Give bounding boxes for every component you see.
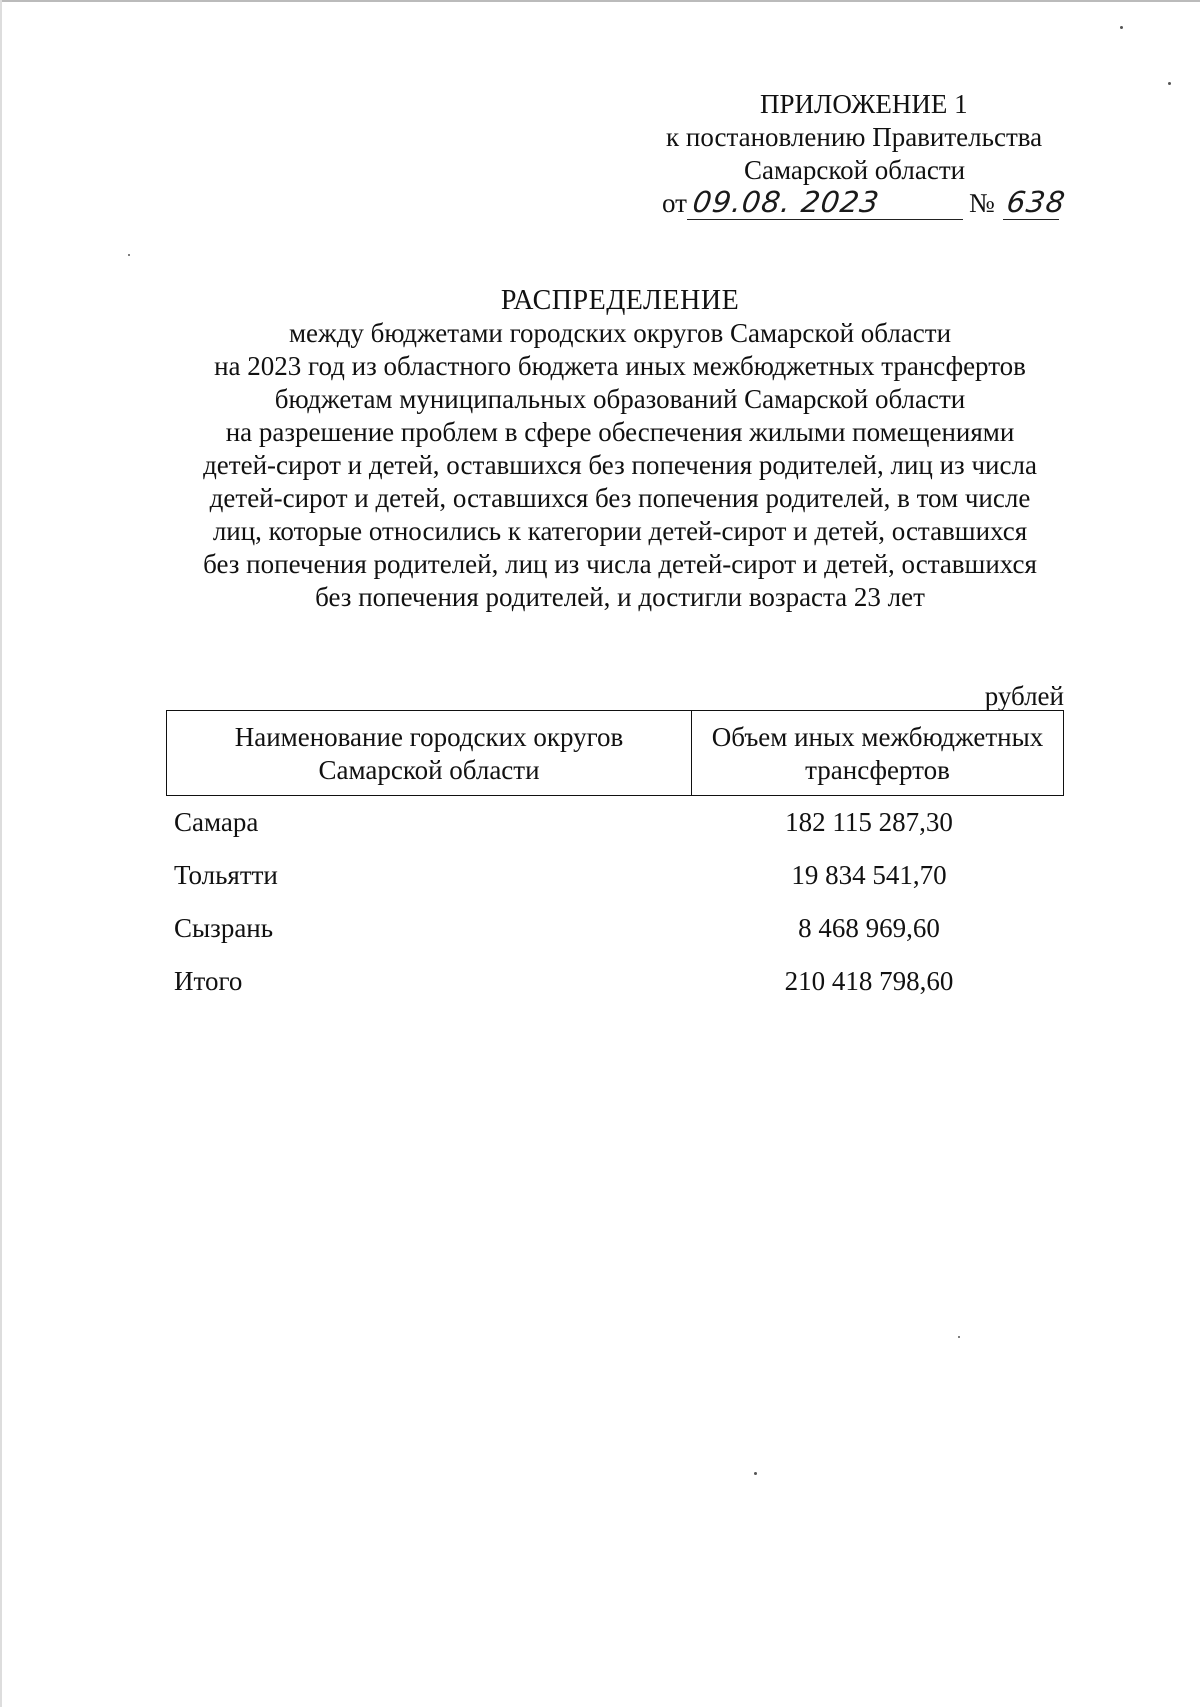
row-total-label: Итого	[174, 966, 243, 996]
table-row-total	[166, 955, 1064, 1008]
description-line: детей-сирот и детей, оставшихся без попечения родителей, лиц из числа	[203, 450, 1037, 480]
table-row	[166, 902, 1064, 955]
document-heading: РАСПРЕДЕЛЕНИЕ	[500, 285, 740, 316]
approval-title: ПРИЛОЖЕНИЕ 1	[760, 89, 968, 119]
scan-speck	[754, 1472, 757, 1475]
description-line: без попечения родителей, и достигли возраста 23 лет	[315, 582, 925, 612]
header-text: Объем иных межбюджетных	[711, 722, 1044, 752]
table-row	[166, 796, 1064, 849]
handwritten-number: 638	[1004, 185, 1068, 219]
approval-line-region: Самарской области	[744, 155, 966, 185]
header-text: Самарской области	[318, 755, 540, 785]
distribution-table	[166, 710, 1064, 1008]
row-district-name: Тольятти	[174, 860, 278, 890]
description-line: лиц, которые относились к категории детей-сирот и детей, оставшихся	[212, 516, 1028, 546]
row-amount: 8 468 969,60	[798, 913, 940, 943]
number-field	[1003, 185, 1068, 220]
page-edge-top	[0, 0, 1200, 2]
description-line: на 2023 год из областного бюджета иных межбюджетных трансфертов	[214, 351, 1026, 381]
unit-label: рублей	[984, 681, 1064, 711]
row-district-name: Сызрань	[174, 913, 274, 943]
header-text: трансфертов	[805, 755, 950, 785]
table-row	[166, 849, 1064, 902]
header-text: Наименование городских округов	[234, 722, 624, 752]
row-district-name: Самара	[174, 807, 259, 837]
description-line: на разрешение проблем в сфере обеспечения жилыми помещениями	[225, 417, 1015, 447]
description-line: детей-сирот и детей, оставшихся без попечения родителей, в том числе	[209, 483, 1031, 513]
approval-line-resolution: к постановлению Правительства	[666, 122, 1043, 152]
from-label: от	[662, 188, 687, 218]
scan-speck	[128, 254, 130, 256]
number-sign: №	[968, 188, 995, 218]
approval-date-number-line	[600, 187, 1080, 220]
header-cell-transfer-volume	[692, 711, 1063, 795]
header-cell-district-name	[167, 711, 692, 795]
scan-speck	[1168, 82, 1171, 85]
page-edge-left	[0, 0, 2, 1707]
row-amount: 19 834 541,70	[791, 860, 947, 890]
description-line: бюджетам муниципальных образований Самарской области	[274, 384, 966, 414]
handwritten-date: 09.08. 2023	[690, 185, 882, 219]
date-field	[687, 185, 963, 220]
row-total-amount: 210 418 798,60	[784, 966, 954, 996]
approval-block	[600, 88, 1080, 220]
description-line: без попечения родителей, лиц из числа детей-сирот и детей, оставшихся	[203, 549, 1037, 579]
document-title-block	[150, 284, 1090, 614]
row-amount: 182 115 287,30	[785, 807, 953, 837]
scan-speck	[1120, 26, 1123, 29]
table-header	[166, 710, 1064, 796]
scan-speck	[958, 1336, 960, 1338]
description-line: между бюджетами городских округов Самарской области	[288, 318, 952, 348]
